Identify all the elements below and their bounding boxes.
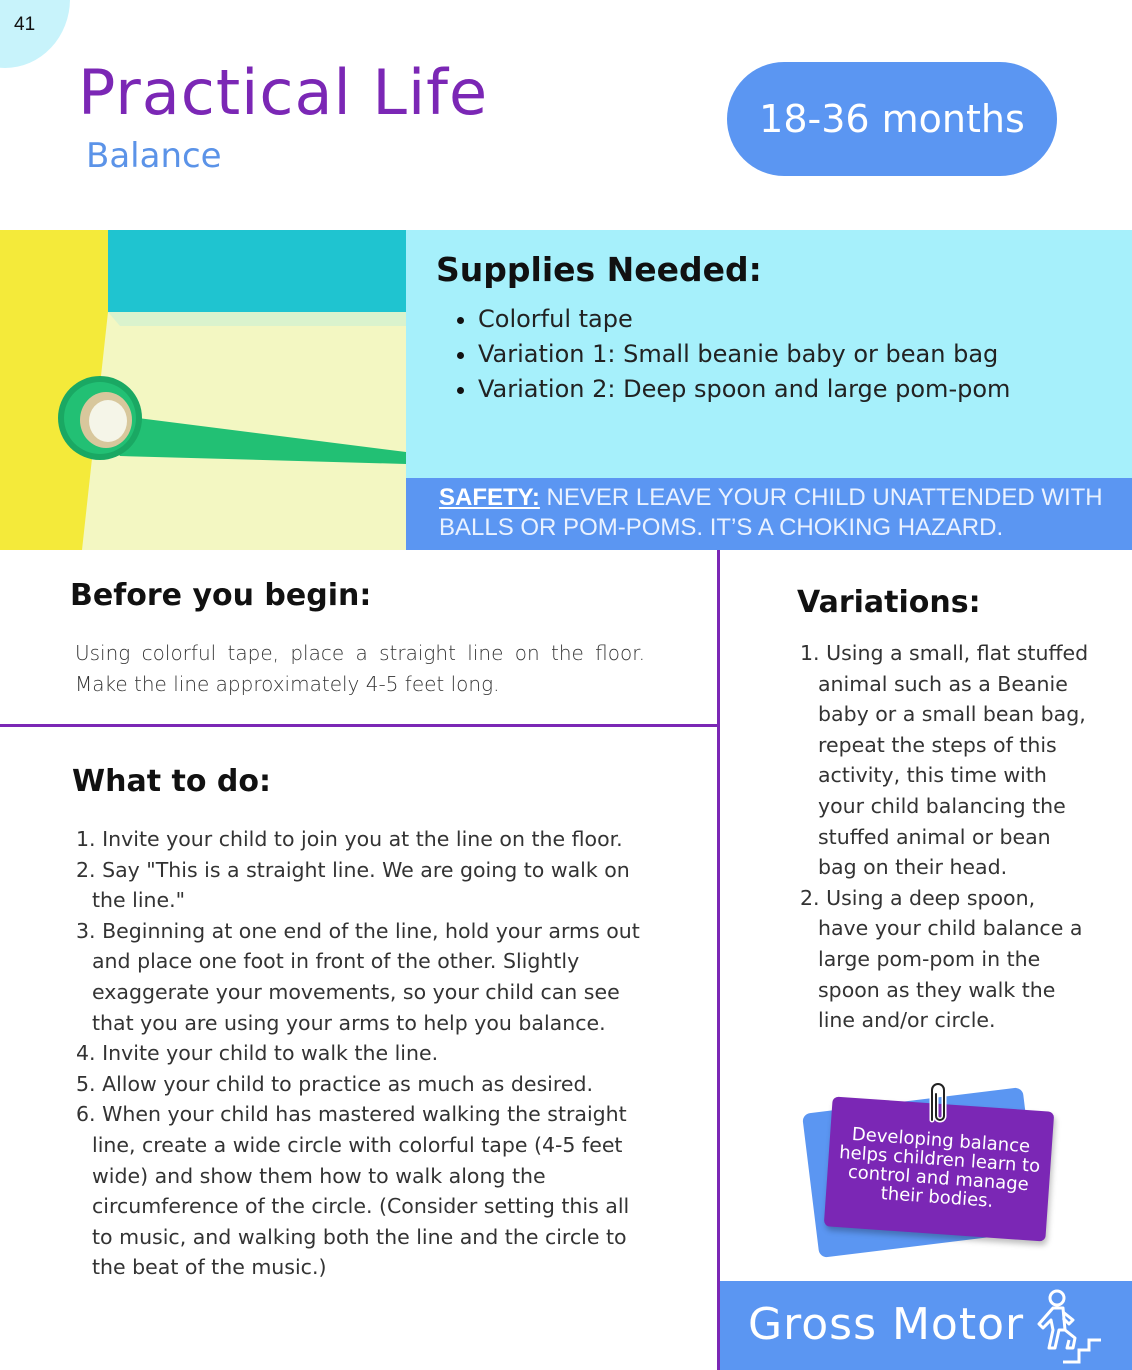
variations-heading: Variations:	[797, 585, 981, 620]
what-to-do-steps	[76, 824, 656, 1283]
supplies-panel	[406, 230, 1132, 478]
before-you-begin-text: Using colorful tape, place a straight line on the floor. Make the line approximately 4-5 feet long.	[75, 641, 645, 696]
step-item: 5. Allow your child to practice as much as desired.	[76, 1071, 593, 1096]
step-item: 3. Beginning at one end of the line, hold your arms out and place one foot in front of the other. Slightly exaggerate your movements, so your child can see that you are using your arms to help you balance.	[76, 918, 640, 1035]
variation-item: 1. Using a small, flat stuffed animal such as a Beanie baby or a small bean bag, repeat the steps of this activity, this time with your child balancing the stuffed animal or bean bag on their head.	[800, 641, 1089, 880]
supply-item: • Colorful tape	[478, 302, 1010, 337]
page-title: Practical Life	[78, 56, 489, 129]
paperclip-icon	[922, 1080, 952, 1128]
what-to-do-heading: What to do:	[72, 764, 271, 799]
page-subtitle: Balance	[86, 136, 222, 176]
supply-item: • Variation 2: Deep spoon and large pom-pom	[478, 372, 1010, 407]
step-item: 4. Invite your child to walk the line.	[76, 1041, 439, 1066]
person-climbing-stairs-icon	[1033, 1286, 1105, 1366]
safety-text: NEVER LEAVE YOUR CHILD UNATTENDED WITH BALLS OR POM-POMS. IT’S A CHOKING HAZARD.	[439, 484, 1103, 541]
before-you-begin-heading: Before you begin:	[70, 578, 372, 613]
footer-category-banner	[720, 1281, 1132, 1370]
safety-label: SAFETY:	[439, 484, 540, 511]
page-number: 41	[14, 14, 36, 35]
age-range-badge	[727, 62, 1057, 176]
tape-roll-illustration	[0, 230, 406, 550]
supplies-list	[478, 302, 1010, 407]
tape-roll-photo	[0, 230, 406, 550]
variation-item: 2. Using a deep spoon, have your child balance a large pom-pom in the spoon as they walk the line and/or circle.	[800, 885, 1083, 1033]
step-item: 6. When your child has mastered walking the straight line, create a wide circle with colorful tape (4-5 feet wide) and show them how to walk along the circumference of the circle. (Consider setting this all to music, and walking both the line and the circle to the beat of the music.)	[76, 1102, 630, 1280]
supplies-title: Supplies Needed:	[436, 250, 762, 289]
step-item: 2. Say "This is a straight line. We are going to walk on the line."	[76, 857, 630, 913]
footer-category-label: Gross Motor	[748, 1299, 1025, 1350]
variations-list	[800, 638, 1090, 1036]
step-item: 1. Invite your child to join you at the line on the floor.	[76, 827, 623, 851]
note-text: Developing balance helps children learn to control and manage their bodies.	[838, 1123, 1041, 1212]
vertical-divider	[717, 550, 720, 1370]
age-range-label: 18-36 months	[759, 97, 1025, 141]
safety-warning	[406, 478, 1132, 550]
supply-item: • Variation 1: Small beanie baby or bean bag	[478, 337, 1010, 372]
horizontal-divider	[0, 724, 718, 727]
